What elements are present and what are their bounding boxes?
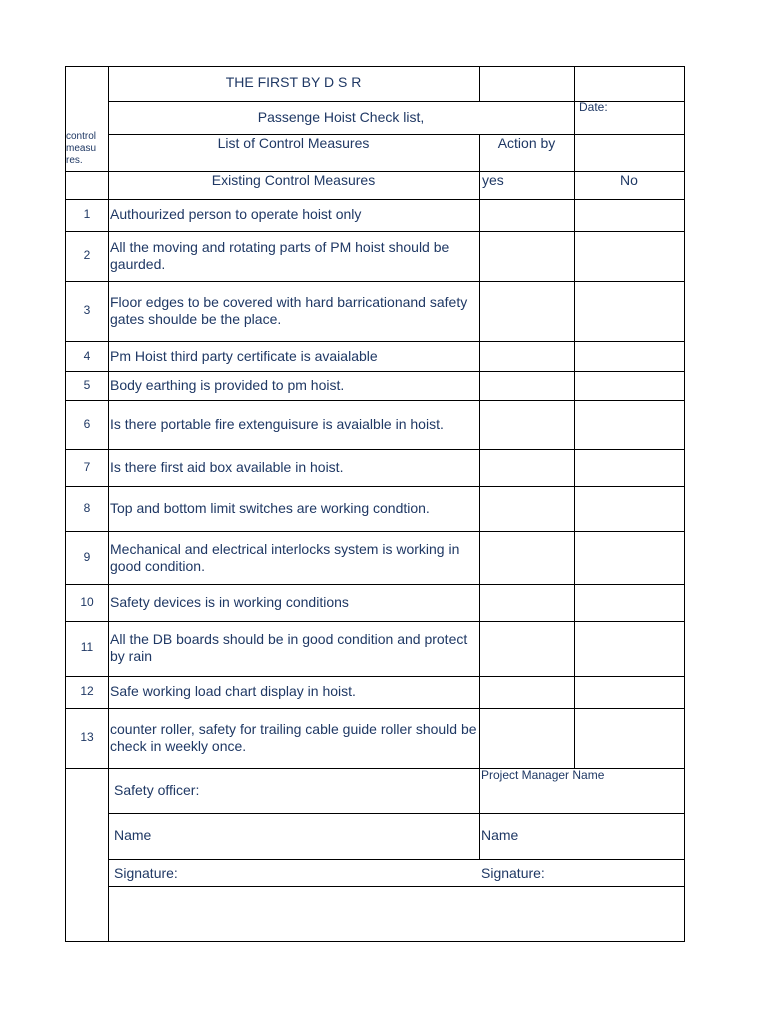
subheader-no: No — [620, 172, 638, 188]
border-right — [684, 66, 685, 942]
item-number: 8 — [83, 501, 91, 515]
item-text: All the moving and rotating parts of PM hoist should be gaurded. — [110, 239, 450, 272]
subheader-yes: yes — [482, 172, 504, 188]
footer-line-3 — [108, 886, 685, 887]
item-text: Body earthing is provided to pm hoist. — [110, 377, 345, 393]
document-title: THE FIRST BY D S R — [225, 74, 362, 90]
item-number: 10 — [80, 595, 94, 609]
row-line — [65, 621, 685, 622]
item-text: counter roller, safety for trailing cable guide roller should be check in weekly once. — [110, 721, 477, 754]
signature-label-left: Signature: — [114, 865, 178, 881]
item-number: 5 — [83, 378, 91, 392]
item-text: Pm Hoist third party certificate is avaialable — [110, 348, 378, 364]
item-text: Top and bottom limit switches are working condtion. — [110, 500, 430, 516]
row-line — [65, 708, 685, 709]
border-top — [65, 66, 685, 67]
document-subtitle: Passenge Hoist Check list, — [257, 109, 425, 125]
col-line-2a — [479, 66, 480, 101]
project-manager-label: Project Manager Name — [481, 768, 605, 782]
item-number: 12 — [80, 684, 94, 698]
footer-line-2 — [108, 859, 685, 860]
date-label: Date: — [579, 100, 608, 114]
item-number: 11 — [80, 640, 94, 654]
row-line — [65, 449, 685, 450]
row-line — [65, 584, 685, 585]
item-number: 13 — [80, 730, 94, 744]
item-text: Safety devices is in working conditions — [110, 594, 349, 610]
border-bottom — [65, 941, 685, 942]
side-label: control measu res. — [66, 131, 97, 166]
item-text: Floor edges to be covered with hard barricationand safety gates shoulde be the place. — [110, 294, 468, 327]
footer-line-1 — [108, 813, 685, 814]
row-line — [65, 371, 685, 372]
signature-label-right: Signature: — [481, 865, 545, 881]
col-line-1 — [108, 66, 109, 942]
item-text: Safe working load chart display in hoist. — [110, 683, 356, 699]
row-line — [65, 676, 685, 677]
item-number: 9 — [83, 550, 91, 564]
row-line — [65, 486, 685, 487]
item-text: All the DB boards should be in good condition and protect by rain — [110, 631, 468, 664]
item-number: 1 — [83, 207, 91, 221]
item-number: 2 — [83, 248, 91, 262]
item-number: 6 — [83, 417, 91, 431]
item-number: 7 — [83, 460, 91, 474]
name-label-right: Name — [481, 827, 519, 843]
item-text: Mechanical and electrical interlocks system is working in good condition. — [110, 541, 460, 574]
item-number: 3 — [83, 303, 91, 317]
item-number: 4 — [83, 349, 91, 363]
row-line — [65, 341, 685, 342]
row-line-h4 — [65, 199, 685, 200]
row-line — [65, 531, 685, 532]
subheader-existing: Existing Control Measures — [211, 172, 376, 188]
column-header-action: Action by — [497, 135, 556, 151]
item-text: Is there portable fire extenguisure is avaialble in hoist. — [110, 416, 444, 432]
column-header-measures: List of Control Measures — [217, 135, 370, 151]
item-text: Is there first aid box available in hoist. — [110, 459, 344, 475]
item-text: Authourized person to operate hoist only — [110, 206, 362, 222]
row-line — [65, 400, 685, 401]
name-label-left: Name — [114, 827, 152, 843]
row-line — [65, 281, 685, 282]
safety-officer-label: Safety officer: — [114, 782, 200, 798]
row-line — [65, 231, 685, 232]
